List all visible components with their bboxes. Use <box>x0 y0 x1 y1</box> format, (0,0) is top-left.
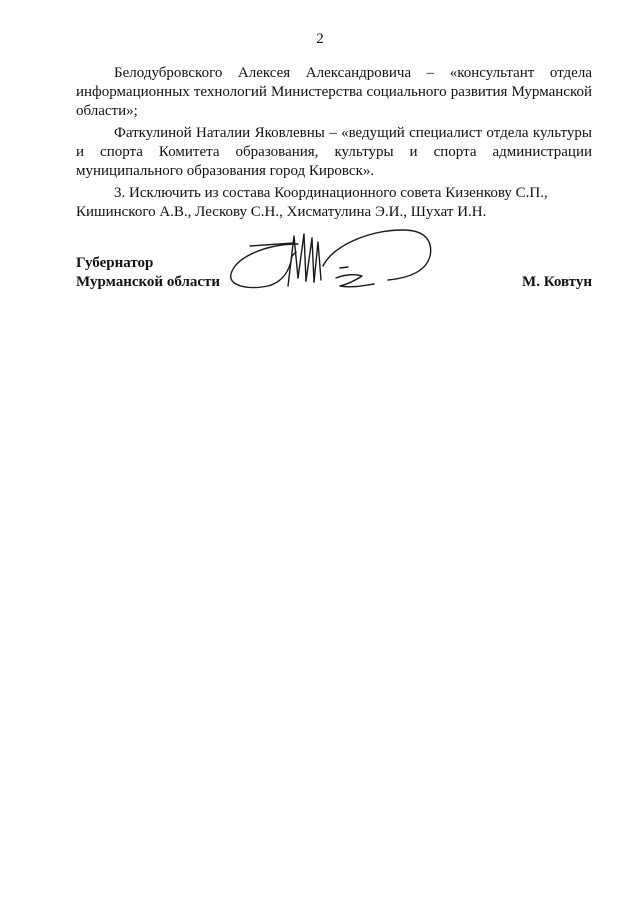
signature-block <box>76 254 592 314</box>
signatory-title-line1: Губернатор <box>76 255 154 271</box>
paragraph-exclusion: 3. Исключить из состава Координационного совета Кизенкову С.П., Кишинского А.В., Лескову С.Н., Хисматулина Э.И., Шухат И.Н. <box>76 185 548 220</box>
signatory-title <box>76 254 220 292</box>
document-body <box>76 64 592 225</box>
handwritten-signature-icon <box>228 226 448 306</box>
signatory-name: М. Ковтун <box>522 274 592 290</box>
page-number: 2 <box>316 31 324 47</box>
paragraph-belodubrovsky: Белодубровского Алексея Александровича – «консультант отдела информационных технологий Министерства социального развития Мурманской области»; <box>76 65 592 119</box>
signatory-title-line2: Мурманской области <box>76 274 221 290</box>
paragraph-fatkulina: Фаткулиной Наталии Яковлевны – «ведущий специалист отдела культуры и спорта Комитета образования, культуры и спорта администрации муниципального образования город Кировск». <box>76 125 592 179</box>
